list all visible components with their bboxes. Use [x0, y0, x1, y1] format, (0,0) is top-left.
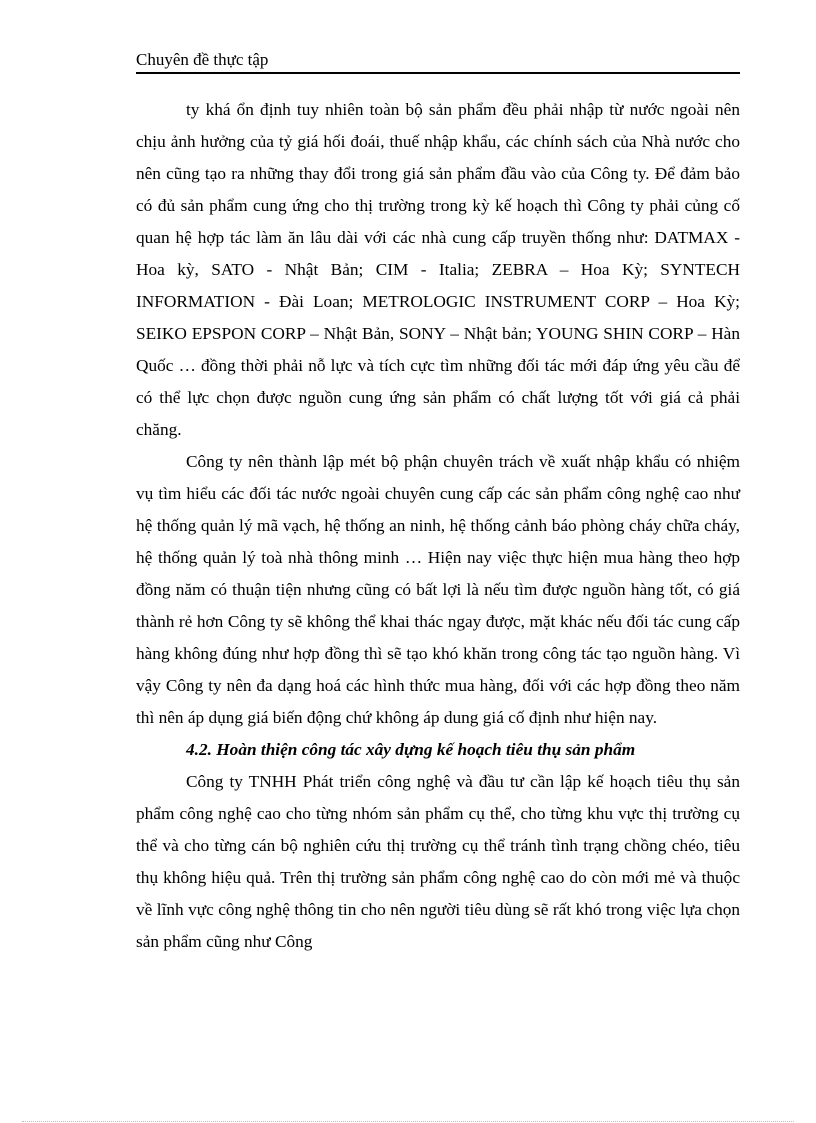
footer-divider [22, 1121, 794, 1122]
section-heading: 4.2. Hoàn thiện công tác xây dựng kế hoạch tiêu thụ sản phẩm [186, 740, 636, 759]
header-title: Chuyên đề thực tập [136, 50, 269, 69]
page-header [136, 48, 740, 74]
paragraph-sales-planning: Công ty TNHH Phát triển công nghệ và đầu tư cần lập kế hoạch tiêu thụ sản phẩm công nghệ cao cho từng nhóm sản phẩm cụ thể, cho từng khu vực thị trường cụ thể và cho từng cán bộ nghiên cứu thị trường cụ thể tránh tình trạng chồng chéo, tiêu thụ không hiệu quả. Trên thị trường sản phẩm công nghệ cao do còn mới mẻ và thuộc về lĩnh vực công nghệ thông tin cho nên người tiêu dùng sẽ rất khó trong việc lựa chọn sản phẩm cũng như Công [136, 772, 740, 951]
paragraph-supplier-relations: ty khá ổn định tuy nhiên toàn bộ sản phẩm đều phải nhập từ nước ngoài nên chịu ảnh hưởng của tỷ giá hối đoái, thuế nhập khẩu, các chính sách của Nhà nước cho nên cũng tạo ra những thay đổi trong giá sản phẩm đầu vào của Công ty. Để đảm bảo có đủ sản phẩm cung ứng cho thị trường trong kỳ kế hoạch thì Công ty phải củng cố quan hệ hợp tác làm ăn lâu dài với các nhà cung cấp truyền thống như: DATMAX - Hoa kỳ, SATO - Nhật Bản; CIM - Italia; ZEBRA – Hoa Kỳ; SYNTECH INFORMATION - Đài Loan; METROLOGIC INSTRUMENT CORP – Hoa Kỳ; SEIKO EPSPON CORP – Nhật Bản, SONY – Nhật bản; YOUNG SHIN CORP – Hàn Quốc … đồng thời phải nỗ lực và tích cực tìm những đối tác mới đáp ứng yêu cầu để có thể lực chọn được nguồn cung ứng sản phẩm có chất lượng tốt với giá cả phải chăng. [136, 100, 740, 439]
document-body [136, 94, 740, 958]
paragraph-import-export-department: Công ty nên thành lập mét bộ phận chuyên trách về xuất nhập khẩu có nhiệm vụ tìm hiểu các đối tác nước ngoài chuyên cung cấp các sản phẩm công nghệ cao như hệ thống quản lý mã vạch, hệ thống an ninh, hệ thống cảnh báo phòng cháy chữa cháy, hệ thống quản lý toà nhà thông minh … Hiện nay việc thực hiện mua hàng theo hợp đồng năm có thuận tiện nhưng cũng có bất lợi là nếu tìm được nguồn hàng tốt, có giá thành rẻ hơn Công ty sẽ không thể khai thác ngay được, mặt khác nếu đối tác cung cấp hàng không đúng như hợp đồng thì sẽ tạo khó khăn trong công tác tạo nguồn hàng. Vì vậy Công ty nên đa dạng hoá các hình thức mua hàng, đối với các hợp đồng theo năm thì nên áp dụng giá biến động chứ không áp dung giá cố định như hiện nay. [136, 452, 740, 727]
